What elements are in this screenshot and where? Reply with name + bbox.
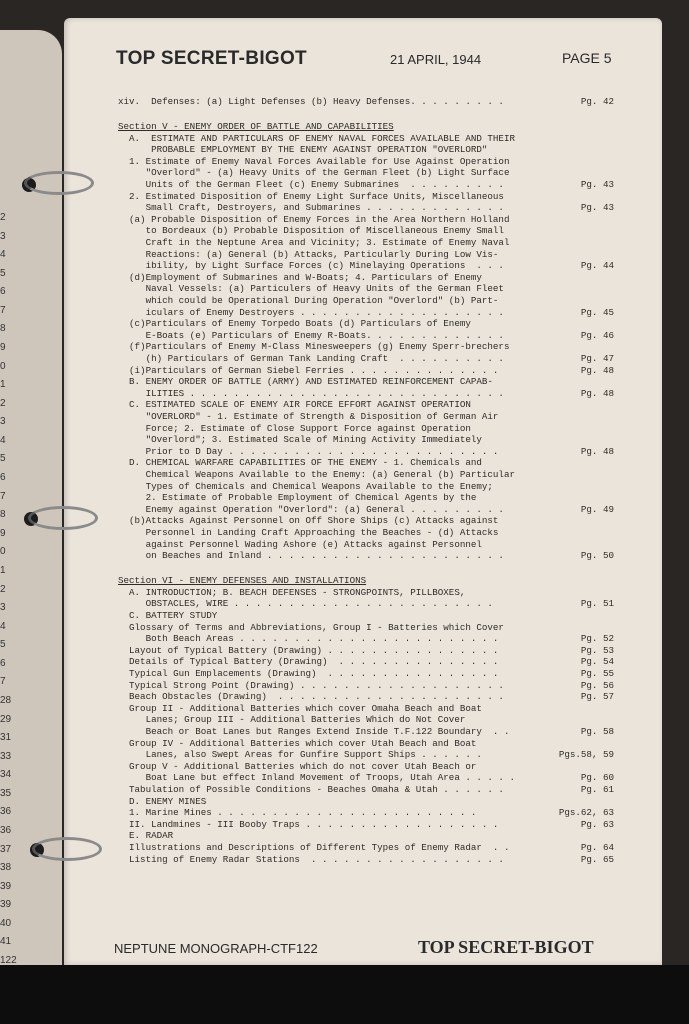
toc-line: D. CHEMICAL WARFARE CAPABILITIES OF THE ENEMY - 1. Chemicals and bbox=[118, 457, 482, 469]
toc-page-ref: Pg. 57 bbox=[580, 691, 614, 703]
toc-page-ref: Pg. 55 bbox=[580, 668, 614, 679]
toc-line: Layout of Typical Battery (Drawing) . . . . . . . . . . . . . . . . bbox=[118, 644, 499, 656]
toc-line: OBSTACLES, WIRE . . . . . . . . . . . . . . . . . . . . . . . . bbox=[118, 598, 493, 610]
margin-number: 33 bbox=[0, 750, 12, 762]
toc-line: 2. Estimate of Probable Employment of Chemical Agents by the bbox=[118, 492, 477, 504]
toc-line: Group V - Additional Batteries which do not cover Utah Beach or bbox=[118, 760, 477, 772]
toc-line: B. ENEMY ORDER OF BATTLE (ARMY) AND ESTIMATED REINFORCEMENT CAPAB- bbox=[118, 376, 493, 388]
toc-page-ref: Pg. 42 bbox=[580, 96, 614, 107]
toc-line: Listing of Enemy Radar Stations . . . . . . . . . . . . . . . . . . bbox=[118, 853, 504, 865]
margin-number: 2 bbox=[0, 397, 6, 409]
toc-line: (c)Particulars of Enemy Torpedo Boats (d) Particulars of Enemy bbox=[118, 318, 471, 330]
toc-page-ref: Pg. 48 bbox=[580, 387, 614, 399]
toc-line: (h) Particulars of German Tank Landing Craft . . . . . . . . . . bbox=[118, 353, 504, 364]
toc-line: D. ENEMY MINES bbox=[118, 795, 207, 807]
margin-number: 5 bbox=[0, 639, 6, 651]
toc-line: Lanes, also Swept Areas for Gunfire Support Ships . . . . . . bbox=[118, 749, 482, 761]
toc-page-ref: Pg. 65 bbox=[580, 853, 614, 865]
header-page-number: PAGE 5 bbox=[562, 50, 612, 66]
margin-number: 36 bbox=[0, 806, 12, 818]
toc-page-ref: Pg. 61 bbox=[580, 784, 614, 795]
toc-line: which could be Operational During Operation "Overlord" (b) Part- bbox=[118, 295, 499, 306]
margin-number: 0 bbox=[0, 360, 6, 372]
margin-number: 1 bbox=[0, 379, 6, 391]
toc-line: A. ESTIMATE AND PARTICULARS OF ENEMY NAVAL FORCES AVAILABLE AND THEIR bbox=[118, 132, 515, 144]
toc-line: Typical Gun Emplacements (Drawing) . . . . . . . . . . . . . . . . bbox=[118, 668, 499, 679]
toc-line: Illustrations and Descriptions of Different Types of Enemy Radar . . bbox=[118, 842, 510, 853]
toc-line: xiv. Defenses: (a) Light Defenses (b) Heavy Defenses. . . . . . . . . bbox=[118, 96, 504, 107]
margin-number: 4 bbox=[0, 434, 6, 446]
margin-number: 31 bbox=[0, 732, 12, 744]
toc-page-ref: Pg. 56 bbox=[580, 679, 614, 691]
toc-line: Boat Lane but effect Inland Movement of Troops, Utah Area . . . . . bbox=[118, 772, 515, 784]
toc-line: C. ESTIMATED SCALE OF ENEMY AIR FORCE EFFORT AGAINST OPERATION bbox=[118, 399, 471, 411]
toc-page-ref: Pg. 43 bbox=[580, 179, 614, 190]
toc-line: Section VI - ENEMY DEFENSES AND INSTALLATIONS bbox=[118, 575, 367, 587]
margin-number: 4 bbox=[0, 620, 6, 632]
margin-number: 2 bbox=[0, 583, 6, 595]
toc-page-ref: Pg. 64 bbox=[580, 842, 614, 853]
margin-number: 3 bbox=[0, 602, 6, 614]
toc-line: PROBABLE EMPLOYMENT BY THE ENEMY AGAINST OPERATION "OVERLORD" bbox=[118, 144, 488, 156]
toc-line: A. INTRODUCTION; B. BEACH DEFENSES - STRONGPOINTS, PILLBOXES, bbox=[118, 586, 466, 598]
toc-line: Both Beach Areas . . . . . . . . . . . . . . . . . . . . . . . . bbox=[118, 633, 499, 645]
toc-page-ref: Pg. 54 bbox=[580, 656, 614, 668]
toc-line: Force; 2. Estimate of Close Support Force against Operation bbox=[118, 422, 471, 434]
margin-number: 40 bbox=[0, 917, 12, 929]
toc-line: Prior to D Day . . . . . . . . . . . . . . . . . . . . . . . . . bbox=[118, 445, 499, 457]
toc-line: E-Boats (e) Particulars of Enemy R-Boats. . . . . . . . . . . . . bbox=[118, 329, 504, 341]
margin-number: 6 bbox=[0, 472, 6, 484]
margin-number: 4 bbox=[0, 249, 6, 261]
margin-number: 9 bbox=[0, 342, 6, 354]
toc-line: Typical Strong Point (Drawing) . . . . . . . . . . . . . . . . . . . bbox=[118, 679, 504, 691]
toc-page-ref: Pg. 63 bbox=[580, 818, 614, 830]
toc-line: Types of Chemicals and Chemical Weapons Available to the Enemy; bbox=[118, 480, 493, 492]
footer-classification: TOP SECRET-BIGOT bbox=[418, 937, 594, 957]
toc-line: Details of Typical Battery (Drawing) . . . . . . . . . . . . . . . bbox=[118, 656, 499, 668]
toc-line: Reactions: (a) General (b) Attacks, Particularly During Low Vis- bbox=[118, 248, 499, 260]
toc-page-ref: Pg. 50 bbox=[580, 550, 614, 562]
toc-line: "Overlord" - (a) Heavy Units of the German Fleet (b) Light Surface bbox=[118, 167, 510, 179]
binder-ring bbox=[28, 506, 98, 530]
toc-page-ref: Pgs.62, 63 bbox=[558, 807, 614, 819]
toc-line: Personnel in Landing Craft Approaching the Beaches - (d) Attacks bbox=[118, 527, 499, 538]
toc-line: Tabulation of Possible Conditions - Beaches Omaha & Utah . . . . . . bbox=[118, 784, 504, 795]
toc-line: Group IV - Additional Batteries which cover Utah Beach and Boat bbox=[118, 737, 477, 749]
toc-line: Beach Obstacles (Drawing) . . . . . . . . . . . . . . . . . . . . . bbox=[118, 691, 504, 703]
toc-page-ref: Pg. 58 bbox=[580, 726, 614, 737]
margin-number: 38 bbox=[0, 862, 12, 874]
margin-number: 36 bbox=[0, 824, 12, 836]
toc-line: Naval Vessels: (a) Particulers of Heavy Units of the German Fleet bbox=[118, 283, 504, 295]
margin-number: 1 bbox=[0, 564, 6, 576]
toc-line: ibility, by Light Surface Forces (c) Minelaying Operations . . . bbox=[118, 260, 504, 272]
margin-number: 34 bbox=[0, 769, 12, 781]
toc-line: Chemical Weapons Available to the Enemy: (a) General (b) Particular bbox=[118, 469, 515, 480]
margin-number: 7 bbox=[0, 304, 6, 316]
toc-line: to Bordeaux (b) Probable Disposition of Miscellaneous Enemy Small bbox=[118, 225, 504, 237]
toc-page-ref: Pg. 52 bbox=[580, 633, 614, 645]
toc-line: 2. Estimated Disposition of Enemy Light Surface Units, Miscellaneous bbox=[118, 190, 504, 202]
margin-number: 8 bbox=[0, 323, 6, 335]
margin-number: 6 bbox=[0, 657, 6, 669]
toc-line: ILITIES . . . . . . . . . . . . . . . . . . . . . . . . . . . . . bbox=[118, 387, 504, 399]
margin-number: 122 bbox=[0, 955, 17, 966]
previous-page-numbers bbox=[0, 0, 20, 965]
margin-number: 7 bbox=[0, 490, 6, 502]
toc-line: (a) Probable Disposition of Enemy Forces in the Area Northern Holland bbox=[118, 213, 510, 225]
toc-line: Beach or Boat Lanes but Ranges Extend Inside T.F.122 Boundary . . bbox=[118, 726, 510, 737]
toc-line: 1. Estimate of Enemy Naval Forces Available for Use Against Operation bbox=[118, 155, 510, 167]
toc-line: Lanes; Group III - Additional Batteries Which do Not Cover bbox=[118, 714, 466, 726]
footer-monograph: NEPTUNE MONOGRAPH-CTF122 bbox=[114, 941, 318, 956]
header-classification: TOP SECRET-BIGOT bbox=[116, 48, 307, 69]
toc-line: on Beaches and Inland . . . . . . . . . . . . . . . . . . . . . . bbox=[118, 550, 504, 562]
margin-number: 9 bbox=[0, 527, 6, 539]
toc-line: Small Craft, Destroyers, and Submarines . . . . . . . . . . . . . bbox=[118, 202, 504, 214]
margin-number: 5 bbox=[0, 453, 6, 465]
binder-ring bbox=[32, 837, 102, 861]
margin-number: 6 bbox=[0, 286, 6, 298]
toc-page-ref: Pg. 43 bbox=[580, 202, 614, 214]
toc-line: C. BATTERY STUDY bbox=[118, 610, 218, 621]
toc-line: iculars of Enemy Destroyers . . . . . . . . . . . . . . . . . . . bbox=[118, 306, 504, 318]
toc-page-ref: Pg. 46 bbox=[580, 329, 614, 341]
toc-line: 1. Marine Mines . . . . . . . . . . . . . . . . . . . . . . . . bbox=[118, 807, 477, 819]
toc-page-ref: Pg. 49 bbox=[580, 503, 614, 515]
toc-page-ref: Pg. 45 bbox=[580, 306, 614, 318]
margin-number: 37 bbox=[0, 843, 12, 855]
margin-number: 39 bbox=[0, 899, 12, 911]
toc-page-ref: Pg. 53 bbox=[580, 644, 614, 656]
margin-number: 28 bbox=[0, 694, 12, 706]
toc-page-ref: Pg. 51 bbox=[580, 598, 614, 610]
toc-page-ref: Pg. 44 bbox=[580, 260, 614, 272]
toc-line: (f)Particulars of Enemy M-Class Minesweepers (g) Enemy Sperr-brechers bbox=[118, 341, 510, 353]
margin-number: 2 bbox=[0, 212, 6, 223]
toc-page-ref: Pgs.58, 59 bbox=[558, 749, 614, 761]
toc-line: II. Landmines - III Booby Traps . . . . . . . . . . . . . . . . . . bbox=[118, 818, 499, 830]
toc-page-ref: Pg. 47 bbox=[580, 353, 614, 364]
margin-number: 41 bbox=[0, 936, 12, 948]
toc-line: "OVERLORD" - 1. Estimate of Strength & Disposition of German Air bbox=[118, 411, 499, 422]
header-date: 21 APRIL, 1944 bbox=[390, 52, 482, 67]
toc-line: Group II - Additional Batteries which cover Omaha Beach and Boat bbox=[118, 702, 482, 714]
toc-line: Craft in the Neptune Area and Vicinity; 3. Estimate of Enemy Naval bbox=[118, 237, 510, 248]
toc-line: Units of the German Fleet (c) Enemy Submarines . . . . . . . . . bbox=[118, 179, 504, 190]
margin-number: 0 bbox=[0, 546, 6, 558]
toc-line: E. RADAR bbox=[118, 830, 174, 842]
margin-number: 35 bbox=[0, 787, 12, 799]
toc-line: "Overlord"; 3. Estimated Scale of Mining Activity Immediately bbox=[118, 434, 482, 446]
margin-number: 3 bbox=[0, 230, 6, 242]
binder-ring bbox=[24, 171, 94, 195]
toc-line: (d)Employment of Submarines and W-Boats; 4. Particulars of Enemy bbox=[118, 271, 482, 283]
margin-number: 3 bbox=[0, 416, 6, 428]
margin-number: 5 bbox=[0, 267, 6, 279]
toc-line: (i)Particulars of German Siebel Ferries . . . . . . . . . . . . . . bbox=[118, 364, 499, 376]
toc-page-ref: Pg. 60 bbox=[580, 772, 614, 784]
toc-line: (b)Attacks Against Personnel on Off Shore Ships (c) Attacks against bbox=[118, 515, 499, 527]
margin-number: 7 bbox=[0, 676, 6, 688]
toc-page-ref: Pg. 48 bbox=[580, 445, 614, 457]
toc-line: Glossary of Terms and Abbreviations, Group I - Batteries which Cover bbox=[118, 621, 504, 633]
margin-number: 29 bbox=[0, 713, 12, 725]
toc-line: against Personnel Wading Ashore (e) Attacks against Personnel bbox=[118, 538, 482, 550]
toc-page-ref: Pg. 48 bbox=[580, 364, 614, 376]
toc-line: Section V - ENEMY ORDER OF BATTLE AND CAPABILITIES bbox=[118, 121, 394, 132]
margin-number: 8 bbox=[0, 509, 6, 521]
toc-line: Enemy against Operation "Overlord": (a) General . . . . . . . . . bbox=[118, 503, 504, 515]
margin-number: 39 bbox=[0, 880, 12, 892]
